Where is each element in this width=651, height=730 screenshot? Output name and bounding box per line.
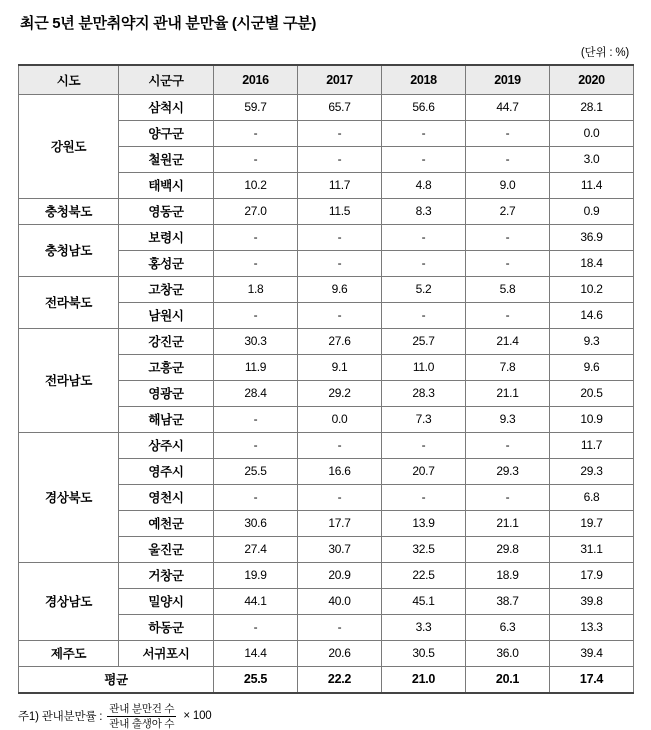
city-cell: 삼척시 xyxy=(119,94,214,120)
value-cell: 0.9 xyxy=(550,198,634,224)
value-cell: 36.0 xyxy=(466,640,550,666)
value-cell: 25.7 xyxy=(382,328,466,354)
value-cell: 21.1 xyxy=(466,510,550,536)
table-body xyxy=(19,94,634,693)
region-cell: 전라남도 xyxy=(19,328,119,432)
value-cell: 65.7 xyxy=(298,94,382,120)
value-cell: 9.0 xyxy=(466,172,550,198)
region-cell: 제주도 xyxy=(19,640,119,666)
average-value-cell: 21.0 xyxy=(382,666,466,693)
value-cell: 14.4 xyxy=(214,640,298,666)
value-cell: - xyxy=(214,120,298,146)
value-cell: 16.6 xyxy=(298,458,382,484)
value-cell: 25.5 xyxy=(214,458,298,484)
value-cell: - xyxy=(298,432,382,458)
footnote-fraction xyxy=(107,703,176,730)
value-cell: 27.0 xyxy=(214,198,298,224)
value-cell: 9.1 xyxy=(298,354,382,380)
value-cell: 30.6 xyxy=(214,510,298,536)
city-cell: 서귀포시 xyxy=(119,640,214,666)
value-cell: - xyxy=(298,146,382,172)
column-header-2017: 2017 xyxy=(298,65,382,95)
value-cell: 9.6 xyxy=(550,354,634,380)
value-cell: 30.7 xyxy=(298,536,382,562)
value-cell: - xyxy=(298,302,382,328)
average-value-cell: 22.2 xyxy=(298,666,382,693)
value-cell: - xyxy=(214,146,298,172)
value-cell: 13.3 xyxy=(550,614,634,640)
city-cell: 상주시 xyxy=(119,432,214,458)
region-cell: 충청북도 xyxy=(19,198,119,224)
value-cell: - xyxy=(298,250,382,276)
city-cell: 하동군 xyxy=(119,614,214,640)
city-cell: 울진군 xyxy=(119,536,214,562)
value-cell: - xyxy=(214,406,298,432)
value-cell: 28.4 xyxy=(214,380,298,406)
value-cell: 30.3 xyxy=(214,328,298,354)
city-cell: 태백시 xyxy=(119,172,214,198)
value-cell: 11.0 xyxy=(382,354,466,380)
value-cell: - xyxy=(466,302,550,328)
table-row xyxy=(19,198,634,224)
value-cell: 17.9 xyxy=(550,562,634,588)
value-cell: - xyxy=(466,484,550,510)
table-header xyxy=(19,65,634,95)
footnote-numerator: 관내 분만건 수 xyxy=(107,703,176,717)
value-cell: 38.7 xyxy=(466,588,550,614)
column-header-2016: 2016 xyxy=(214,65,298,95)
value-cell: 20.5 xyxy=(550,380,634,406)
city-cell: 보령시 xyxy=(119,224,214,250)
value-cell: 9.6 xyxy=(298,276,382,302)
value-cell: - xyxy=(214,224,298,250)
value-cell: 0.0 xyxy=(298,406,382,432)
value-cell: - xyxy=(298,224,382,250)
value-cell: 44.7 xyxy=(466,94,550,120)
value-cell: 29.2 xyxy=(298,380,382,406)
city-cell: 영주시 xyxy=(119,458,214,484)
value-cell: 11.4 xyxy=(550,172,634,198)
column-header-city: 시군구 xyxy=(119,65,214,95)
value-cell: 7.8 xyxy=(466,354,550,380)
value-cell: - xyxy=(382,302,466,328)
value-cell: 20.7 xyxy=(382,458,466,484)
value-cell: 59.7 xyxy=(214,94,298,120)
value-cell: 10.9 xyxy=(550,406,634,432)
value-cell: 40.0 xyxy=(298,588,382,614)
value-cell: - xyxy=(382,250,466,276)
unit-note: (단위 : %) xyxy=(580,46,629,59)
column-header-2018: 2018 xyxy=(382,65,466,95)
value-cell: 6.3 xyxy=(466,614,550,640)
value-cell: 39.8 xyxy=(550,588,634,614)
value-cell: 28.1 xyxy=(550,94,634,120)
region-cell: 전라북도 xyxy=(19,276,119,328)
value-cell: 28.3 xyxy=(382,380,466,406)
value-cell: 36.9 xyxy=(550,224,634,250)
city-cell: 양구군 xyxy=(119,120,214,146)
value-cell: - xyxy=(382,432,466,458)
value-cell: 27.6 xyxy=(298,328,382,354)
average-value-cell: 25.5 xyxy=(214,666,298,693)
value-cell: 9.3 xyxy=(466,406,550,432)
value-cell: 13.9 xyxy=(382,510,466,536)
value-cell: 20.6 xyxy=(298,640,382,666)
value-cell: 0.0 xyxy=(550,120,634,146)
value-cell: - xyxy=(466,250,550,276)
value-cell: 18.9 xyxy=(466,562,550,588)
region-cell: 경상남도 xyxy=(19,562,119,640)
value-cell: 27.4 xyxy=(214,536,298,562)
value-cell: 29.8 xyxy=(466,536,550,562)
value-cell: - xyxy=(214,250,298,276)
value-cell: 11.7 xyxy=(298,172,382,198)
value-cell: - xyxy=(382,146,466,172)
value-cell: - xyxy=(298,614,382,640)
table-row xyxy=(19,328,634,354)
value-cell: 30.5 xyxy=(382,640,466,666)
city-cell: 영동군 xyxy=(119,198,214,224)
value-cell: 11.9 xyxy=(214,354,298,380)
value-cell: 11.5 xyxy=(298,198,382,224)
average-row xyxy=(19,666,634,693)
value-cell: - xyxy=(466,120,550,146)
value-cell: 8.3 xyxy=(382,198,466,224)
value-cell: 56.6 xyxy=(382,94,466,120)
region-cell: 경상북도 xyxy=(19,432,119,562)
value-cell: 29.3 xyxy=(550,458,634,484)
value-cell: - xyxy=(214,484,298,510)
value-cell: 6.8 xyxy=(550,484,634,510)
value-cell: 45.1 xyxy=(382,588,466,614)
average-value-cell: 17.4 xyxy=(550,666,634,693)
city-cell: 고창군 xyxy=(119,276,214,302)
city-cell: 영천시 xyxy=(119,484,214,510)
value-cell: 21.4 xyxy=(466,328,550,354)
value-cell: 3.3 xyxy=(382,614,466,640)
city-cell: 거창군 xyxy=(119,562,214,588)
city-cell: 남원시 xyxy=(119,302,214,328)
value-cell: - xyxy=(214,614,298,640)
footnote-denominator: 관내 출생아 수 xyxy=(109,717,175,730)
value-cell: 17.7 xyxy=(298,510,382,536)
city-cell: 예천군 xyxy=(119,510,214,536)
city-cell: 강진군 xyxy=(119,328,214,354)
city-cell: 영광군 xyxy=(119,380,214,406)
value-cell: 11.7 xyxy=(550,432,634,458)
value-cell: - xyxy=(298,484,382,510)
city-cell: 밀양시 xyxy=(119,588,214,614)
value-cell: 19.9 xyxy=(214,562,298,588)
footnote xyxy=(18,703,633,730)
value-cell: - xyxy=(382,224,466,250)
city-cell: 홍성군 xyxy=(119,250,214,276)
table-header-row xyxy=(19,65,634,95)
column-header-2020: 2020 xyxy=(550,65,634,95)
value-cell: 21.1 xyxy=(466,380,550,406)
value-cell: - xyxy=(214,432,298,458)
birth-rate-table xyxy=(18,64,634,694)
value-cell: 5.8 xyxy=(466,276,550,302)
value-cell: 10.2 xyxy=(550,276,634,302)
value-cell: 29.3 xyxy=(466,458,550,484)
value-cell: 22.5 xyxy=(382,562,466,588)
value-cell: 5.2 xyxy=(382,276,466,302)
region-cell: 충청남도 xyxy=(19,224,119,276)
table-row xyxy=(19,640,634,666)
average-value-cell: 20.1 xyxy=(466,666,550,693)
column-header-region: 시도 xyxy=(19,65,119,95)
value-cell: 1.8 xyxy=(214,276,298,302)
table-row xyxy=(19,224,634,250)
value-cell: 14.6 xyxy=(550,302,634,328)
footnote-lead: 주1) 관내분만률 : xyxy=(18,711,103,724)
column-header-2019: 2019 xyxy=(466,65,550,95)
value-cell: - xyxy=(466,432,550,458)
footnote-multiplier: × 100 xyxy=(183,710,212,723)
value-cell: 39.4 xyxy=(550,640,634,666)
value-cell: 4.8 xyxy=(382,172,466,198)
value-cell: - xyxy=(466,146,550,172)
city-cell: 해남군 xyxy=(119,406,214,432)
table-row xyxy=(19,276,634,302)
value-cell: - xyxy=(214,302,298,328)
page-title: 최근 5년 분만취약지 관내 분만율 (시군별 구분) xyxy=(20,15,317,32)
value-cell: - xyxy=(382,484,466,510)
city-cell: 고흥군 xyxy=(119,354,214,380)
table-row xyxy=(19,432,634,458)
value-cell: 3.0 xyxy=(550,146,634,172)
value-cell: 2.7 xyxy=(466,198,550,224)
value-cell: 32.5 xyxy=(382,536,466,562)
value-cell: 44.1 xyxy=(214,588,298,614)
value-cell: 9.3 xyxy=(550,328,634,354)
value-cell: 18.4 xyxy=(550,250,634,276)
value-cell: 7.3 xyxy=(382,406,466,432)
value-cell: - xyxy=(382,120,466,146)
table-row xyxy=(19,94,634,120)
region-cell: 강원도 xyxy=(19,94,119,198)
city-cell: 철원군 xyxy=(119,146,214,172)
average-label: 평균 xyxy=(19,666,214,693)
value-cell: 31.1 xyxy=(550,536,634,562)
value-cell: 20.9 xyxy=(298,562,382,588)
value-cell: 19.7 xyxy=(550,510,634,536)
value-cell: - xyxy=(298,120,382,146)
value-cell: 10.2 xyxy=(214,172,298,198)
table-row xyxy=(19,562,634,588)
value-cell: - xyxy=(466,224,550,250)
